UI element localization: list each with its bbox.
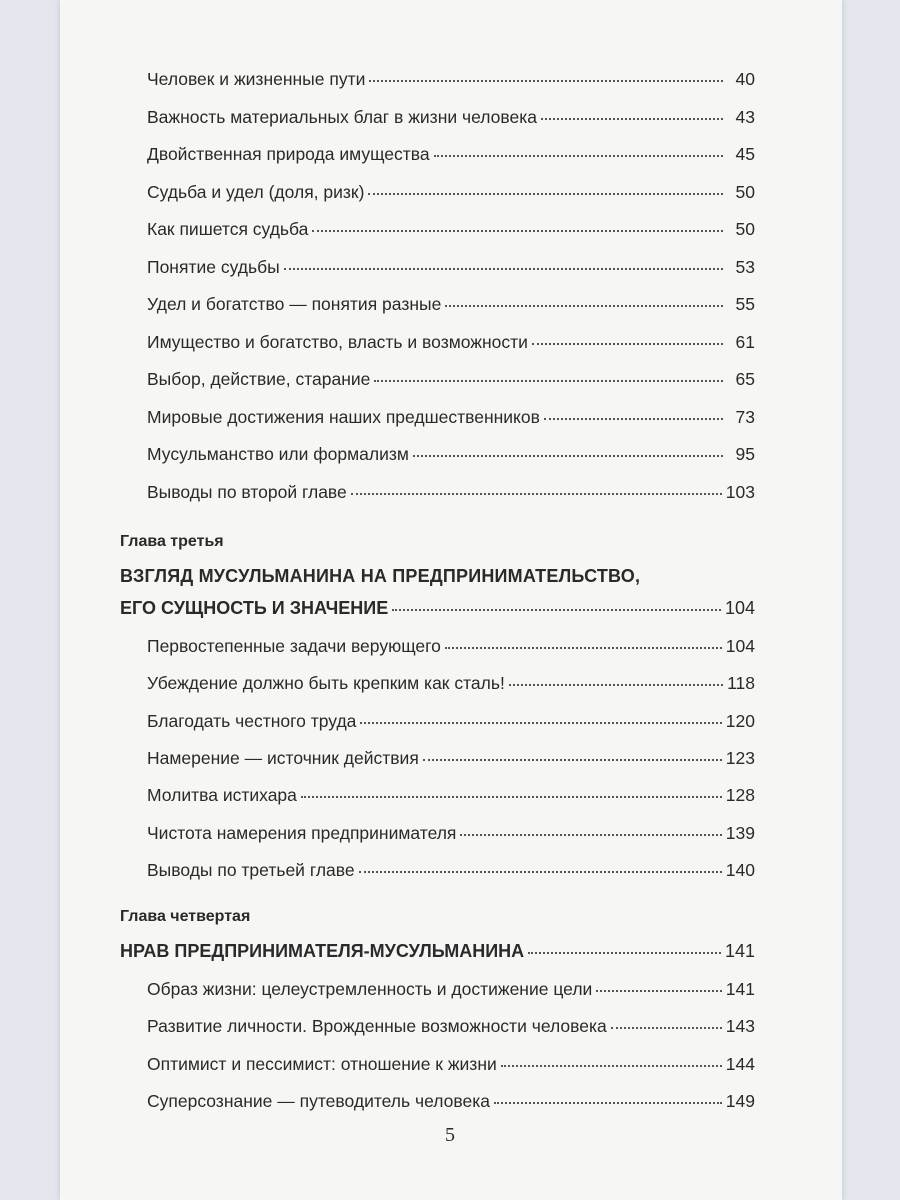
- toc-entry: [147, 256, 755, 278]
- toc-entry-page: 53: [735, 256, 755, 277]
- toc-entry-title: Как пишется судьба: [147, 219, 309, 239]
- toc-entry-page: 120: [725, 710, 755, 731]
- dot-leader: [392, 609, 721, 611]
- toc-entry-title: Оптимист и пессимист: отношение к жизни: [147, 1053, 497, 1074]
- toc-entry: [147, 106, 755, 128]
- toc-entry-page: 144: [725, 1053, 755, 1074]
- dot-leader: [494, 1102, 722, 1104]
- chapter-4-label: Глава четвертая: [120, 908, 251, 925]
- toc-entry-page: 40: [735, 69, 755, 89]
- toc-entry-title: Образ жизни: целеустремленность и достижение цели: [147, 979, 593, 999]
- dot-leader: [359, 871, 722, 873]
- toc-entry: [147, 859, 755, 881]
- toc-entry: [147, 218, 755, 240]
- toc-entry: [147, 784, 755, 806]
- toc-entry-page: 104: [725, 636, 755, 656]
- toc-entry-title: Важность материальных благ в жизни человека: [147, 106, 538, 127]
- dot-leader: [445, 305, 723, 307]
- toc-entry-title: Убеждение должно быть крепким как сталь!: [147, 673, 505, 694]
- chapter-3-heading-page: 104: [724, 598, 755, 618]
- toc-entry-title: Благодать честного труда: [147, 710, 357, 731]
- toc-entry-title: Чистота намерения предпринимателя: [147, 822, 457, 843]
- toc-entry-title: Намерение — источник действия: [147, 747, 419, 768]
- dot-leader: [532, 343, 723, 345]
- dot-leader: [501, 1065, 722, 1067]
- toc-entry-title: Человек и жизненные пути: [147, 69, 366, 89]
- toc-entry-page: 141: [725, 979, 755, 999]
- toc-entry-page: 128: [725, 785, 755, 806]
- toc-entry-title: Развитие личности. Врожденные возможности человека: [147, 1016, 607, 1037]
- toc-entry-page: 43: [735, 106, 755, 127]
- toc-entry: [147, 1015, 755, 1037]
- dot-leader: [360, 722, 721, 724]
- toc-entry: [147, 635, 755, 657]
- toc-entry-title: Имущество и богатство, власть и возможности: [147, 331, 528, 352]
- toc-entry-page: 140: [725, 859, 755, 880]
- toc-entry: [147, 143, 755, 165]
- toc-entry-page: 95: [735, 444, 755, 464]
- chapter-3-heading-row: [120, 597, 755, 619]
- dot-leader: [374, 380, 723, 382]
- toc-entry-title: Двойственная природа имущества: [147, 144, 430, 164]
- dot-leader: [544, 418, 723, 420]
- dot-leader: [413, 455, 723, 457]
- toc-entry-page: 118: [727, 673, 755, 694]
- toc-entry: [147, 481, 755, 503]
- dot-leader: [312, 230, 723, 232]
- toc-entry: [147, 406, 755, 428]
- dot-leader: [460, 834, 721, 836]
- dot-leader: [445, 647, 722, 649]
- dot-leader: [368, 193, 723, 195]
- toc-entry-title: Выводы по второй главе: [147, 481, 347, 502]
- dot-leader: [284, 268, 723, 270]
- toc-entry-page: 73: [735, 406, 755, 427]
- dot-leader: [351, 493, 722, 495]
- dot-leader: [541, 118, 723, 120]
- toc-entry: [147, 331, 755, 353]
- toc-entry-title: Выводы по третьей главе: [147, 859, 355, 880]
- toc-entry-page: 45: [735, 144, 755, 164]
- toc-entry-page: 139: [725, 822, 755, 843]
- toc-entry-page: 65: [735, 369, 755, 389]
- toc-entry-title: Мировые достижения наших предшественников: [147, 406, 540, 427]
- chapter-4-heading-page: 141: [724, 941, 755, 961]
- toc-entry-title: Первостепенные задачи верующего: [147, 636, 441, 656]
- toc-entry: [147, 747, 755, 769]
- toc-entry-title: Судьба и удел (доля, ризк): [147, 181, 365, 202]
- chapter-3-label: Глава третья: [120, 533, 224, 550]
- toc-entry: [147, 443, 755, 465]
- dot-leader: [528, 952, 721, 954]
- dot-leader: [434, 155, 723, 157]
- toc-entry: [147, 822, 755, 844]
- dot-leader: [596, 990, 721, 992]
- dot-leader: [301, 796, 722, 798]
- toc-entry-page: 103: [725, 481, 755, 502]
- toc-entry: [147, 1053, 755, 1075]
- chapter-4-heading-row: [120, 940, 755, 962]
- toc-entry: [147, 368, 755, 390]
- toc-entry-title: Молитва истихара: [147, 785, 297, 806]
- toc-entry-page: 149: [725, 1090, 755, 1111]
- dot-leader: [611, 1027, 722, 1029]
- toc-entry: [147, 672, 755, 694]
- toc-entry: [147, 293, 755, 315]
- toc-entry: [147, 978, 755, 1000]
- dot-leader: [369, 80, 723, 82]
- toc-entry-page: 55: [735, 294, 755, 314]
- toc-entry-title: Мусульманство или формализм: [147, 444, 409, 464]
- chapter-3-heading-line-2: ЕГО СУЩНОСТЬ И ЗНАЧЕНИЕ: [120, 598, 389, 618]
- toc-entry-title: Выбор, действие, старание: [147, 369, 371, 389]
- toc-entry-title: Удел и богатство — понятия разные: [147, 294, 442, 314]
- toc-entry-page: 50: [735, 181, 755, 202]
- chapter-3-heading-line-1: ВЗГЛЯД МУСУЛЬМАНИНА НА ПРЕДПРИНИМАТЕЛЬСТВО,: [120, 566, 641, 586]
- page-number: 5: [445, 1124, 455, 1146]
- dot-leader: [509, 684, 723, 686]
- toc-entry-page: 123: [725, 747, 755, 768]
- toc-entry-page: 61: [735, 331, 755, 352]
- chapter-4-heading: НРАВ ПРЕДПРИНИМАТЕЛЯ-МУСУЛЬМАНИНА: [120, 941, 525, 961]
- toc-entry: [147, 181, 755, 203]
- toc-entry-page: 50: [735, 219, 755, 239]
- toc-entry: [147, 1090, 755, 1112]
- toc-entry-page: 143: [725, 1016, 755, 1037]
- toc-entry-title: Суперсознание — путеводитель человека: [147, 1090, 491, 1111]
- toc-entry-title: Понятие судьбы: [147, 256, 280, 277]
- toc-entry: [147, 710, 755, 732]
- toc-entry: [147, 68, 755, 90]
- dot-leader: [423, 759, 722, 761]
